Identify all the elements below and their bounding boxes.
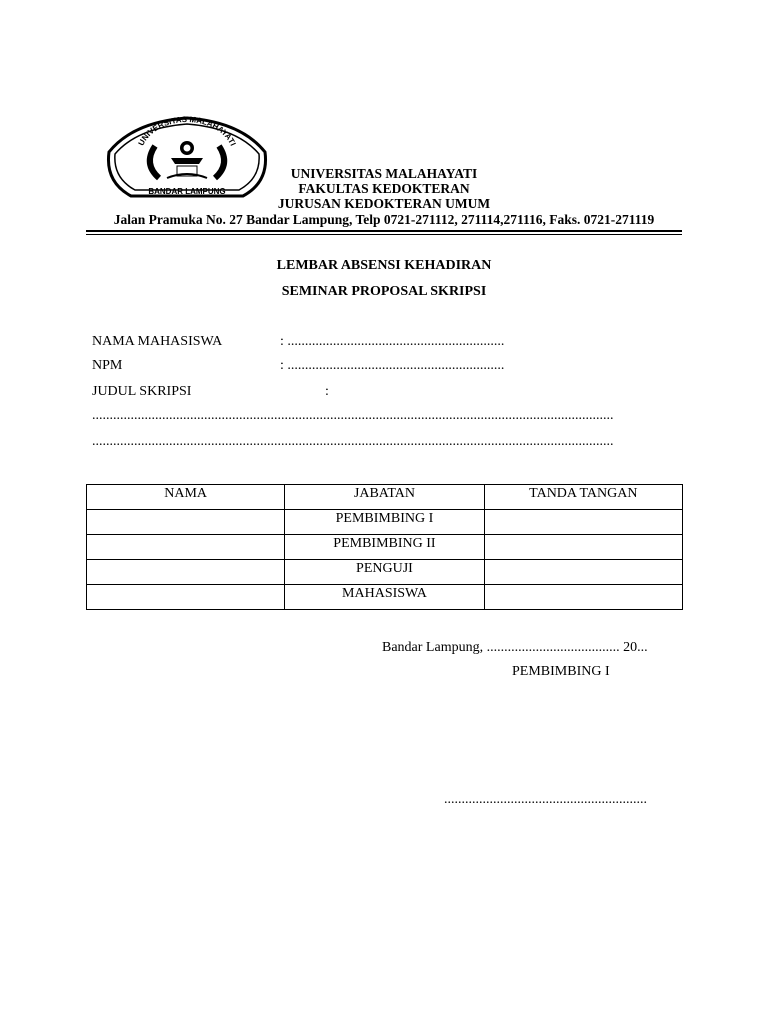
cell-tanda-tangan [484, 535, 682, 560]
cell-jabatan: PEMBIMBING I [285, 510, 484, 535]
judul-label: JUDUL SKRIPSI [92, 384, 192, 399]
cell-tanda-tangan [484, 510, 682, 535]
place-date: Bandar Lampung, ...................................... 20... [382, 640, 648, 655]
cell-nama [87, 535, 285, 560]
university-name: UNIVERSITAS MALAHAYATI [290, 166, 478, 181]
signer-role: PEMBIMBING I [512, 664, 610, 679]
npm-field: : .............................................................. [280, 358, 505, 373]
header-rule-thick [86, 230, 682, 232]
cell-jabatan: PEMBIMBING II [285, 535, 484, 560]
cell-nama [87, 560, 285, 585]
cell-tanda-tangan [484, 585, 682, 610]
department-name: JURUSAN KEDOKTERAN UMUM [277, 196, 491, 211]
table-row [87, 560, 683, 585]
table-row [87, 585, 683, 610]
document-subtitle: SEMINAR PROPOSAL SKRIPSI [281, 284, 487, 299]
header-nama: NAMA [87, 485, 285, 510]
table-row [87, 510, 683, 535]
signature-line: .......................................................... [444, 792, 647, 807]
logo-top-text: UNIVERSITAS MALAHAYATI [136, 114, 238, 148]
header-tanda-tangan: TANDA TANGAN [484, 485, 682, 510]
header-rule-thin [86, 234, 682, 235]
address-line: Jalan Pramuka No. 27 Bandar Lampung, Telp 0721-271112, 271114,271116, Faks. 0721-271119 [113, 212, 655, 227]
nama-field: : .............................................................. [280, 334, 505, 349]
cell-tanda-tangan [484, 560, 682, 585]
attendance-table [86, 484, 683, 610]
judul-dots-line-2: ..................................................................................................................................................... [92, 434, 614, 449]
logo-bottom-text: BANDAR LAMPUNG [148, 187, 226, 196]
cell-jabatan: PENGUJI [285, 560, 484, 585]
judul-colon: : [325, 384, 329, 399]
document-title: LEMBAR ABSENSI KEHADIRAN [276, 258, 492, 273]
faculty-name: FAKULTAS KEDOKTERAN [298, 181, 470, 196]
cell-nama [87, 585, 285, 610]
cell-nama [87, 510, 285, 535]
judul-dots-line-1: ..................................................................................................................................................... [92, 408, 614, 423]
npm-label: NPM [92, 358, 123, 373]
header-jabatan: JABATAN [285, 485, 484, 510]
table-row [87, 535, 683, 560]
table-header-row [87, 485, 683, 510]
nama-label: NAMA MAHASISWA [92, 334, 223, 349]
cell-jabatan: MAHASISWA [285, 585, 484, 610]
